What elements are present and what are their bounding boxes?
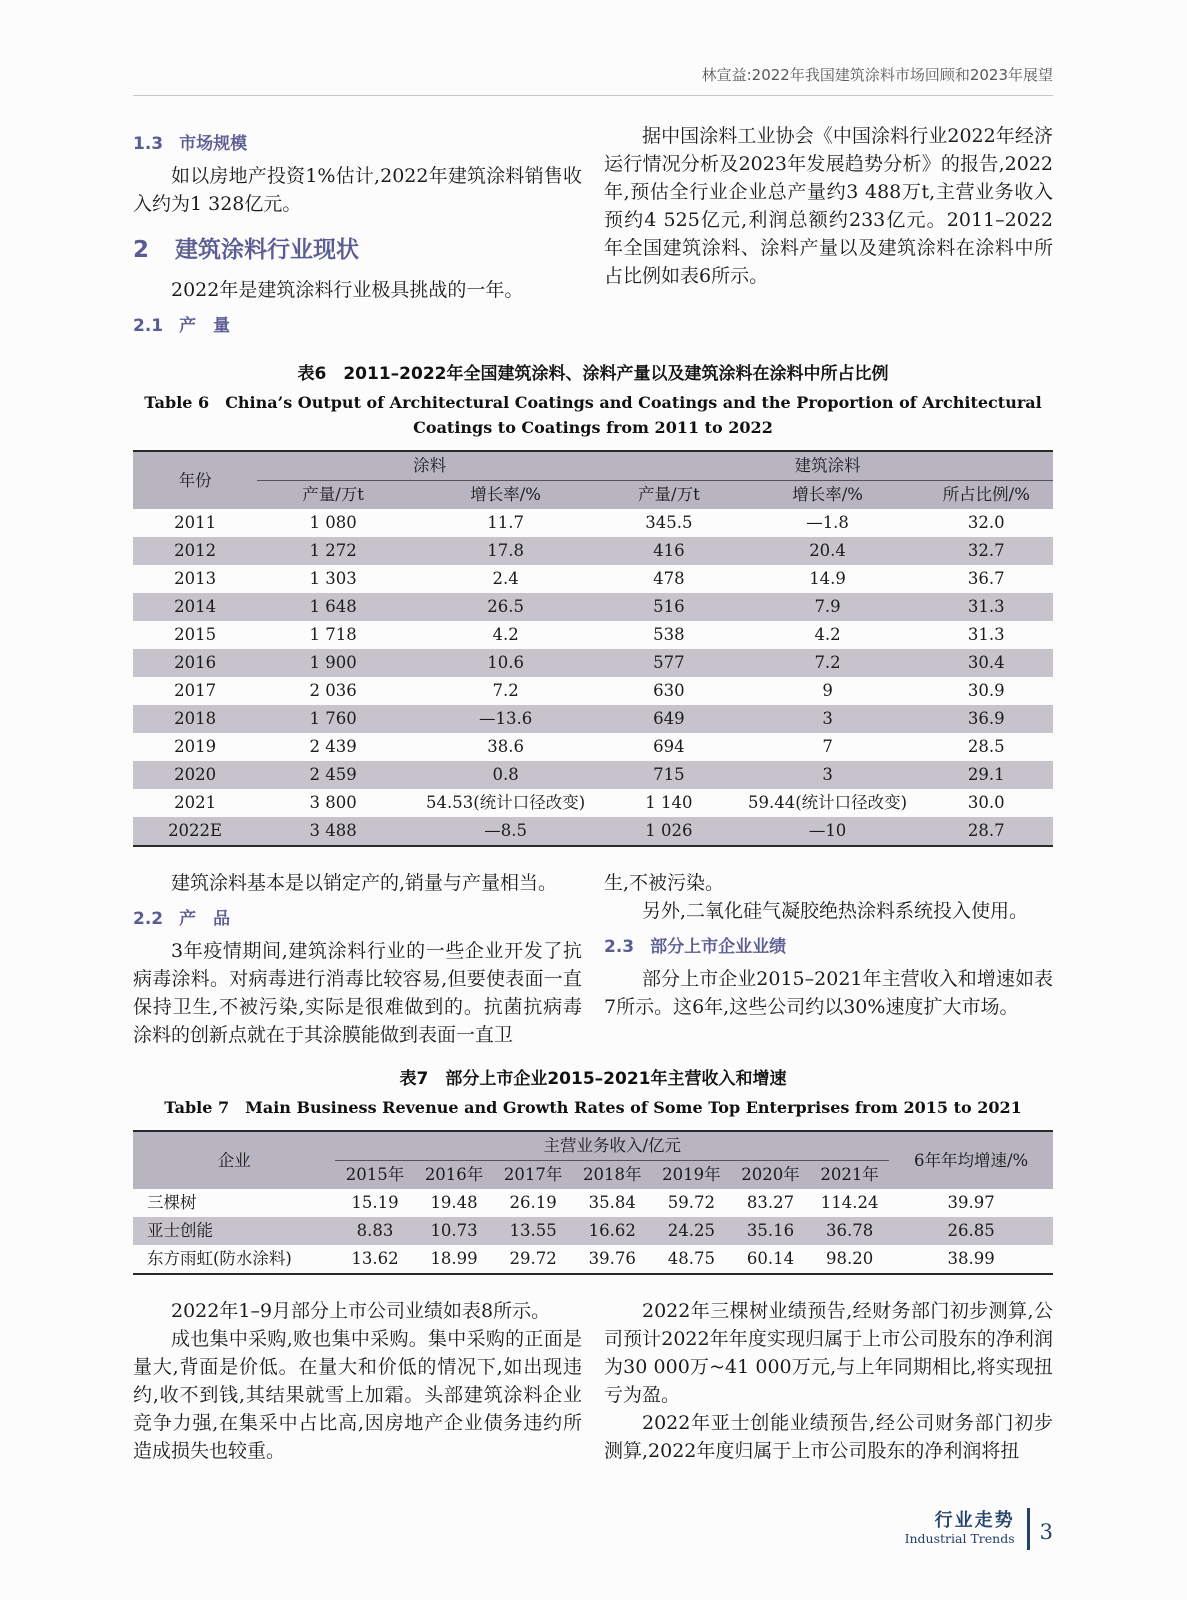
top-columns [133,122,1053,344]
table-row [133,1217,1053,1245]
table-cell: 345.5 [645,513,693,532]
table-cell: 19.48 [430,1193,478,1212]
table-cell: 0.8 [409,761,602,789]
table-cell: 三棵树 [147,1193,197,1212]
table7-group-revenue: 主营业务收入/亿元 [335,1131,889,1161]
table-cell: 7 [822,737,833,756]
table6-header [133,451,1053,509]
table-cell: 2 459 [257,761,409,789]
bottom-right-column [604,1297,1053,1465]
table-cell: 630 [653,681,685,700]
heading-title: 市场规模 [179,134,248,154]
table-cell: 13.62 [351,1249,399,1268]
table-row [133,649,1053,677]
table-cell: 2013 [174,569,217,588]
paragraph: 据中国涂料工业协会《中国涂料行业2022年经济运行情况分析及2023年发展趋势分析》的报告,2022年,预估全行业企业总产量约3 488万t,主营业务收入预约4 525亿元,利润总额约233亿元。2011–2022年全国建筑涂料、涂料产量以及建筑涂料在涂料中所占比例如表6所示。 [604,125,1053,287]
table-cell: 715 [602,761,735,789]
table-cell: 2.4 [492,569,519,588]
table-cell: 83.27 [746,1193,795,1212]
footer-section-cn: 行业走势 [934,1510,1015,1531]
table-cell: 114.24 [820,1193,879,1212]
table-cell: —1.8 [806,513,849,532]
table6-col-output: 产量/万t [257,481,409,510]
table6-group-arch-coatings: 建筑涂料 [602,451,1053,481]
bottom-left-column [133,1297,582,1465]
table-cell: 538 [653,625,685,644]
table-cell: 36.78 [810,1217,889,1245]
table-cell: —13.6 [409,705,602,733]
table-cell: 1 026 [602,817,735,846]
table-cell: 31.3 [920,593,1053,621]
heading-2-2 [133,907,582,931]
table7-col-2021: 2021年 [810,1161,889,1190]
heading-title: 部分上市企业业绩 [650,937,787,957]
table7-col-2019: 2019年 [652,1161,731,1190]
table-cell: 3 488 [257,817,409,846]
table7-col-2020: 2020年 [731,1161,810,1190]
table-cell: 30.0 [967,793,1005,812]
heading-number: 2.2 [133,909,164,929]
table7 [133,1130,1053,1275]
table7-col-growth: 6年年均增速/% [889,1131,1053,1189]
table-cell: 3 [736,761,920,789]
table-cell: 18.99 [430,1249,478,1268]
paragraph: 2022年是建筑涂料行业极具挑战的一年。 [171,279,524,301]
table6-caption-en: Table 6 China’s Output of Architectural Coatings and Coatings and the Proportion of Architectural Coatings to Coatings from 2011 to 2022 [144,393,1042,437]
table7-col-company: 企业 [133,1131,335,1189]
table7-body [133,1189,1053,1274]
table-cell: 7.9 [736,593,920,621]
table-cell: 35.16 [731,1217,810,1245]
table-cell: 11.7 [487,513,524,532]
table-cell: 10.73 [415,1217,494,1245]
heading-number: 2.3 [604,937,635,957]
table-cell: 416 [602,537,735,565]
table-cell: 2019 [174,737,217,756]
middle-columns [133,869,1053,1049]
table-cell: 60.14 [746,1249,795,1268]
paragraph: 2022年1–9月部分上市公司业绩如表8所示。 [171,1300,551,1322]
table-cell: 28.5 [967,737,1005,756]
table-cell: 32.0 [967,513,1005,532]
middle-left-column [133,869,582,1049]
paragraph: 2022年三棵树业绩预告,经财务部门初步测算,公司预计2022年年度实现归属于上市公司股东的净利润为30 000万~41 000万元,与上年同期相比,将实现扭亏为盈。 [604,1300,1053,1406]
table-cell: 2 439 [309,737,357,756]
table-cell: 35.84 [588,1193,636,1212]
table-row [133,817,1053,846]
table-row [133,565,1053,593]
table7-header [133,1131,1053,1189]
footer-section-en: Industrial Trends [904,1531,1015,1546]
table7-col-2017: 2017年 [494,1161,573,1190]
table-row [133,1245,1053,1274]
heading-title: 产 品 [179,909,231,929]
table-cell: 59.44(统计口径改变) [748,793,908,812]
table-cell: 694 [653,737,685,756]
table-cell: 7.2 [736,649,920,677]
table-cell: 30.4 [920,649,1053,677]
table7-block [133,1067,1053,1275]
table7-col-2016: 2016年 [415,1161,494,1190]
table-row [133,593,1053,621]
table-cell: 东方雨虹(防水涂料) [147,1249,292,1268]
table-cell: 2022E [133,817,257,846]
heading-number: 1.3 [133,134,164,154]
table-cell: 54.53(统计口径改变) [426,793,586,812]
table-cell: 516 [602,593,735,621]
table6-group-coatings: 涂料 [257,451,602,481]
table-cell: 577 [602,649,735,677]
running-head: 林宣益:2022年我国建筑涂料市场回顾和2023年展望 [133,64,1053,96]
table6-col-output-arch: 产量/万t [602,481,735,510]
heading-2 [133,234,582,266]
top-left-column [133,122,582,344]
table-cell: 649 [602,705,735,733]
table6-col-year: 年份 [133,451,257,509]
table-cell: 2017 [174,681,217,700]
paragraph: 部分上市企业2015–2021年主营收入和增速如表7所示。这6年,这些公司约以30%速度扩大市场。 [604,968,1053,1018]
table-cell: 1 648 [257,593,409,621]
table-row [133,789,1053,817]
table6-body [133,509,1053,846]
top-right-column [604,122,1053,344]
heading-title: 建筑涂料行业现状 [175,237,360,263]
table-cell: 4.2 [492,625,519,644]
table7-caption-en: Table 7 Main Business Revenue and Growth Rates of Some Top Enterprises from 2015 to 2021 [164,1098,1022,1117]
table-cell: 14.9 [809,569,846,588]
heading-1-3 [133,132,582,156]
table-cell: 2 036 [309,681,357,700]
table-cell: 31.3 [967,625,1005,644]
table-cell: 29.72 [509,1249,557,1268]
heading-number: 2.1 [133,316,164,336]
table-row [133,621,1053,649]
table-cell: 2018 [133,705,257,733]
page-number: 3 [1039,1520,1053,1544]
table-cell: —10 [736,817,920,846]
table-row [133,1189,1053,1217]
paragraph: 建筑涂料基本是以销定产的,销量与产量相当。 [171,872,558,894]
heading-2-1 [133,314,582,338]
table-cell: 2011 [174,513,217,532]
table7-col-2018: 2018年 [573,1161,652,1190]
table-cell: 48.75 [667,1249,716,1268]
table-cell: 9 [822,681,833,700]
table-cell: 1 760 [257,705,409,733]
table-cell: 2021 [174,793,217,812]
table-cell: 亚士创能 [133,1217,335,1245]
table-cell: 1 080 [309,513,357,532]
table-cell: 3 [736,705,920,733]
table-cell: 32.7 [920,537,1053,565]
table-cell: 478 [653,569,685,588]
table-row [133,537,1053,565]
table-cell: 3 800 [309,793,357,812]
table7-col-2015: 2015年 [335,1161,414,1190]
table-cell: 29.1 [920,761,1053,789]
paragraph: 另外,二氧化硅气凝胶绝热涂料系统投入使用。 [642,900,1029,922]
table-cell: 39.97 [947,1193,995,1212]
paragraph: 成也集中采购,败也集中采购。集中采购的正面是量大,背面是价低。在量大和价低的情况下,如出现违约,收不到钱,其结果就雪上加霜。头部建筑涂料企业竞争力强,在集采中占比高,因房地产企业债务违约所造成损失也较重。 [133,1328,582,1462]
paragraph: 如以房地产投资1%估计,2022年建筑涂料销售收入约为1 328亿元。 [133,165,582,215]
table-cell: 2015 [174,625,217,644]
table-cell: 20.4 [736,537,920,565]
table-cell: 8.83 [335,1217,414,1245]
table-cell: 36.9 [920,705,1053,733]
table-row [133,733,1053,761]
table-cell: 2020 [133,761,257,789]
table-cell: 4.2 [814,625,841,644]
table-cell: 98.20 [825,1249,874,1268]
table-cell: 7.2 [492,681,519,700]
paragraph: 3年疫情期间,建筑涂料行业的一些企业开发了抗病毒涂料。对病毒进行消毒比较容易,但要使表面一直保持卫生,不被污染,实际是很难做到的。抗菌抗病毒涂料的创新点就在于其涂膜能做到表面一直卫 [133,940,582,1046]
middle-right-column [604,869,1053,1049]
table-cell: 2016 [133,649,257,677]
paragraph: 生,不被污染。 [604,872,725,894]
table6 [133,450,1053,847]
table-cell: 38.99 [947,1249,995,1268]
table-cell: 36.7 [967,569,1005,588]
table6-col-share: 所占比例/% [920,481,1053,510]
table-cell: 17.8 [409,537,602,565]
paragraph: 2022年亚士创能业绩预告,经公司财务部门初步测算,2022年度归属于上市公司股东的净利润将扭 [604,1412,1053,1462]
table-cell: 2014 [133,593,257,621]
table-cell: 15.19 [351,1193,399,1212]
page-footer [905,1508,1053,1550]
table-row [133,705,1053,733]
table-row [133,677,1053,705]
table7-caption-cn: 表7 部分上市企业2015–2021年主营收入和增速 [399,1069,787,1089]
table6-col-growth: 增长率/% [409,481,602,510]
table-cell: 2012 [133,537,257,565]
table-cell: 16.62 [573,1217,652,1245]
table-cell: 26.85 [889,1217,1053,1245]
table-cell: 26.5 [409,593,602,621]
footer-section [905,1511,1015,1547]
table-cell: 1 900 [257,649,409,677]
table-row [133,761,1053,789]
table-cell: 1 272 [257,537,409,565]
table-cell: 1 303 [309,569,357,588]
heading-number: 2 [133,237,150,263]
heading-title: 产 量 [179,316,231,336]
table-cell: 13.55 [494,1217,573,1245]
table-cell: 28.7 [920,817,1053,846]
table-cell: 10.6 [409,649,602,677]
table6-caption-cn: 表6 2011–2022年全国建筑涂料、涂料产量以及建筑涂料在涂料中所占比例 [297,364,889,384]
table-cell: 26.19 [509,1193,557,1212]
table6-block [133,362,1053,847]
footer-divider [1027,1508,1030,1550]
heading-2-3 [604,935,1053,959]
table-row [133,509,1053,537]
table-cell: 38.6 [487,737,524,756]
table-cell: 1 718 [309,625,357,644]
table-cell: 59.72 [667,1193,716,1212]
table-cell: 30.9 [967,681,1005,700]
table-cell: 1 140 [645,793,693,812]
table-cell: 24.25 [652,1217,731,1245]
table-cell: —8.5 [409,817,602,846]
bottom-columns [133,1297,1053,1465]
table-cell: 39.76 [588,1249,636,1268]
table6-col-growth-arch: 增长率/% [736,481,920,510]
